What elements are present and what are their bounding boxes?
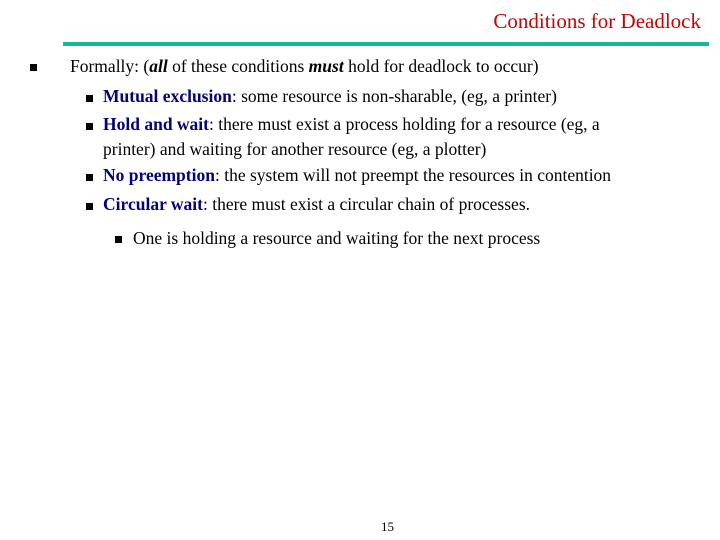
condition-circular-wait xyxy=(103,196,530,214)
condition-term: Mutual exclusion xyxy=(103,86,232,106)
bullet-icon xyxy=(86,95,93,102)
condition-term: Hold and wait xyxy=(103,114,209,134)
condition-text: : the system will not preempt the resources in contention xyxy=(214,165,612,185)
main-point xyxy=(70,58,539,76)
condition-hold-and-wait-continued: printer) and waiting for another resource (eg, a plotter) xyxy=(103,139,487,159)
bullet-icon xyxy=(86,174,93,181)
main-point-suffix: hold for deadlock to occur) xyxy=(343,56,539,76)
bullet-icon xyxy=(30,64,37,71)
bullet-icon xyxy=(86,123,93,130)
condition-text: : there must exist a circular chain of processes. xyxy=(202,194,530,214)
condition-mutual-exclusion xyxy=(103,88,557,106)
bullet-icon xyxy=(86,203,93,210)
main-point-mid: of these conditions xyxy=(167,56,309,76)
condition-term: No preemption xyxy=(103,165,215,185)
condition-no-preemption xyxy=(103,167,611,185)
main-point-emphasis-all: all xyxy=(149,56,168,76)
title-divider xyxy=(63,42,709,46)
condition-hold-and-wait xyxy=(103,116,600,134)
main-point-prefix: Formally: ( xyxy=(70,56,150,76)
condition-text: : some resource is non-sharable, (eg, a printer) xyxy=(231,86,557,106)
slide-title: Conditions for Deadlock xyxy=(493,9,701,33)
condition-term: Circular wait xyxy=(103,194,203,214)
condition-text: : there must exist a process holding for a resource (eg, a xyxy=(209,114,600,134)
main-point-emphasis-must: must xyxy=(308,56,344,76)
sub-point: One is holding a resource and waiting for the next process xyxy=(133,228,541,248)
bullet-icon xyxy=(115,236,122,243)
page-number: 15 xyxy=(381,519,394,534)
